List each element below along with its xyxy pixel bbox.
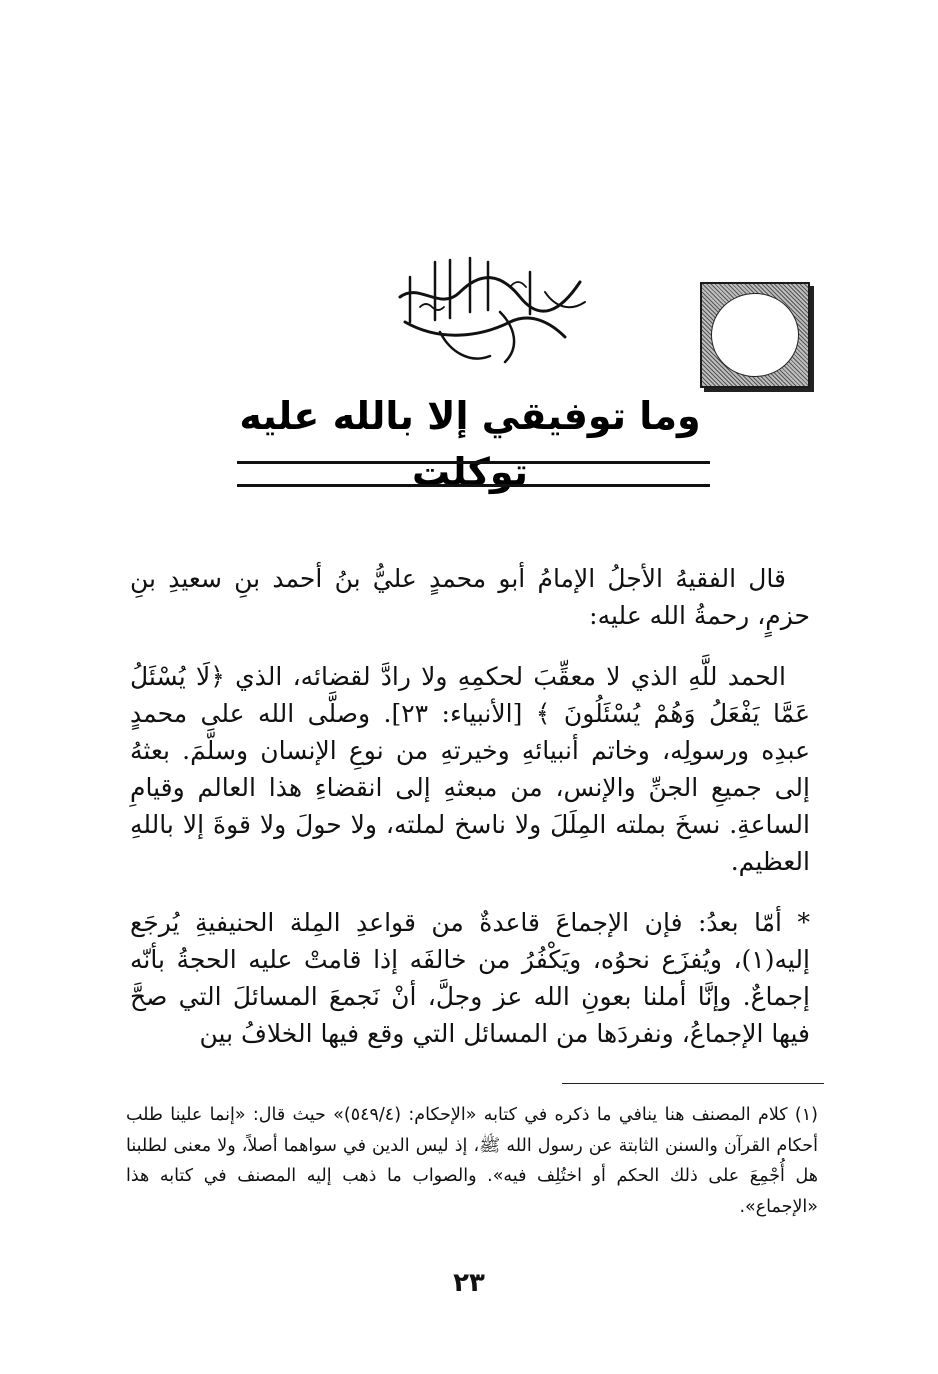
footnote-divider [562,1083,824,1084]
heading-divider-top [237,461,710,464]
basmala-calligraphy [380,252,600,372]
basmala-calligraphy-graphic [380,252,600,372]
paragraph-praise: الحمد للَّهِ الذي لا معقِّبَ لحكمِهِ ولا رادَّ لقضائه، الذي ﴿لَا يُسْئَلُ عَمَّا يَفْعَلُ وَهُمْ يُسْئَلُونَ ﴾ [الأنبياء: ٢٣]. وصلَّى الله على محمدٍ عبدِه ورسولِه، وخاتم أنبيائهِ وخيرتهِ من نوعِ الإنسان وسلَّمَ. بعثهُ إلى جميعِ الجنِّ والإنس، من مبعثهِ إلى انقضاءِ هذا العالم وقيامِ الساعةِ. نسخَ بملته المِلَلَ ولا ناسخ لملته، ولا حولَ ولا قوةَ إلا باللهِ العظيم. [130,662,811,876]
footnote: (١) كلام المصنف هنا ينافي ما ذكره في كتابه «الإحكام: (٥٤٩/٤)» حيث قال: «إنما علينا طلب أحكام القرآن والسنن الثابتة عن رسول الله ﷺ، إذ ليس الدين في سواهما أصلاً، ولا معنى لطلبنا هل أُجْمِعَ على ذلك الحكم أو اختُلِف فيه». والصواب ما ذهب إليه المصنف في كتابه هذا «الإجماع». [126,1105,818,1217]
heading-divider-bottom [237,484,710,487]
page-heading: وما توفيقي إلا بالله عليه توكلت [239,394,701,494]
main-body-text [130,560,810,1076]
medallion-circle [711,293,799,377]
page-number: ٢٣ [453,1268,485,1298]
paragraph-consensus: * أمّا بعدُ: فإن الإجماعَ قاعدةٌ من قواعدِ المِلة الحنيفيةِ يُرجَع إليه(١)، ويُفزَع نحوُه، ويَكْفُرُ من خالفَه إذا قامتْ عليه الحجةُ بأنّه إجماعٌ. وإنَّا أملنا بعونِ الله عز وجلَّ، أنْ نَجمعَ المسائلَ التي صحَّ فيها الإجماعُ، ونفردَها من المسائل التي وقع فيها الخلافُ بين [130,908,810,1048]
decorative-medallion-ornament [700,282,810,388]
paragraph-intro: قال الفقيهُ الأجلُ الإمامُ أبو محمدٍ عليُّ بنُ أحمد بنِ سعيدِ بنِ حزمٍ، رحمةُ الله عليه: [130,564,810,630]
